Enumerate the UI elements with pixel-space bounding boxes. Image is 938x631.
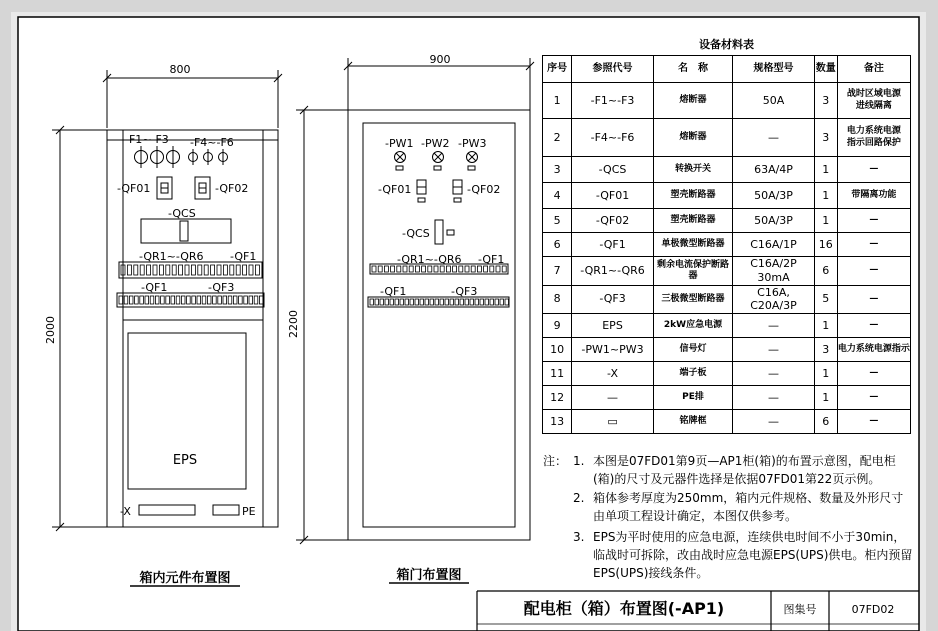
- cell-no: 10: [543, 338, 572, 362]
- cell-no: 4: [543, 183, 572, 209]
- cell-ref: EPS: [572, 314, 654, 338]
- title-block-atlas-no: 07FD02: [851, 603, 895, 616]
- cell-ref: -QF1: [572, 233, 654, 257]
- cell-qty: 3: [814, 338, 837, 362]
- cell-ref: -QR1~-QR6: [572, 257, 654, 286]
- cell-name: 转换开关: [653, 157, 732, 183]
- table-row: [543, 362, 911, 386]
- cell-spec: 50A: [733, 83, 815, 119]
- table-row: [543, 83, 911, 119]
- cell-ref: —: [572, 386, 654, 410]
- right-dim-height: 2200: [287, 310, 300, 338]
- table-row: [543, 119, 911, 157]
- cell-name: PE排: [653, 386, 732, 410]
- cell-ref: -QF02: [572, 209, 654, 233]
- cell-no: 1: [543, 83, 572, 119]
- cell-note: 战时区域电源 进线隔离: [837, 83, 910, 119]
- cell-ref: -F1~-F3: [572, 83, 654, 119]
- table-row: [543, 157, 911, 183]
- th-name: 名 称: [653, 56, 732, 83]
- label-f4-f6: -F4~-F6: [190, 136, 234, 149]
- cell-qty: 16: [814, 233, 837, 257]
- cell-qty: 3: [814, 119, 837, 157]
- cell-spec: —: [733, 410, 815, 434]
- label-pe: PE: [242, 505, 256, 518]
- cell-spec: 63A/4P: [733, 157, 815, 183]
- caption-door: 箱门布置图: [396, 568, 462, 583]
- table-row: [543, 314, 911, 338]
- cell-qty: 6: [814, 410, 837, 434]
- label-door-qf1-lower: -QF1: [380, 285, 407, 298]
- table-title: 设备材料表: [699, 38, 754, 51]
- note-1-num: 1.: [573, 454, 585, 468]
- note-3-num: 3.: [573, 530, 585, 544]
- cell-ref: -QF3: [572, 285, 654, 314]
- cell-no: 6: [543, 233, 572, 257]
- table-row: [543, 183, 911, 209]
- cell-note: —: [837, 314, 910, 338]
- cell-ref: -X: [572, 362, 654, 386]
- cell-name: 塑壳断路器: [653, 183, 732, 209]
- cell-qty: 1: [814, 362, 837, 386]
- label-qr: -QR1~-QR6: [139, 250, 204, 263]
- label-qf3: -QF3: [208, 281, 235, 294]
- cell-qty: 1: [814, 314, 837, 338]
- th-note: 备注: [837, 56, 910, 83]
- cell-spec: 50A/3P: [733, 209, 815, 233]
- cell-no: 2: [543, 119, 572, 157]
- cell-note: —: [837, 285, 910, 314]
- label-qf02: -QF02: [215, 182, 249, 195]
- label-door-qf1: -QF1: [478, 253, 505, 266]
- label-qf01: -QF01: [117, 182, 151, 195]
- cell-note: 电力系统电源指示: [837, 338, 910, 362]
- th-no: 序号: [543, 56, 572, 83]
- cell-no: 8: [543, 285, 572, 314]
- label-door-qf01: -QF01: [378, 183, 412, 196]
- cell-ref: -QF01: [572, 183, 654, 209]
- label-x: -X: [120, 505, 131, 518]
- cell-spec: —: [733, 338, 815, 362]
- cell-name: 端子板: [653, 362, 732, 386]
- cell-note: —: [837, 257, 910, 286]
- cell-name: 铭牌框: [653, 410, 732, 434]
- cell-spec: —: [733, 119, 815, 157]
- label-qf1: -QF1: [230, 250, 257, 263]
- notes-prefix: 注：: [543, 454, 568, 468]
- note-2-num: 2.: [573, 491, 585, 505]
- cell-no: 5: [543, 209, 572, 233]
- th-ref: 参照代号: [572, 56, 654, 83]
- table-row: [543, 410, 911, 434]
- cell-name: 塑壳断路器: [653, 209, 732, 233]
- cell-name: 信号灯: [653, 338, 732, 362]
- note-2-text: 箱体参考厚度为250mm，箱内元件规格、数量及外形尺寸由单项工程设计确定，本图仅供参考。: [593, 491, 904, 523]
- th-spec: 规格型号: [733, 56, 815, 83]
- note-3-text: EPS为平时使用的应急电源，连续供电时间不小于30min，临战时可拆除，改由战时应急电源EPS(UPS)供电。柜内预留EPS(UPS)接线条件。: [593, 530, 913, 580]
- cell-name: 熔断器: [653, 83, 732, 119]
- cell-qty: 1: [814, 183, 837, 209]
- cell-no: 13: [543, 410, 572, 434]
- cell-ref: ▭: [572, 410, 654, 434]
- cell-note: 电力系统电源 指示回路保护: [837, 119, 910, 157]
- label-door-qf3: -QF3: [451, 285, 478, 298]
- cell-qty: 1: [814, 386, 837, 410]
- label-qf1-lower: -QF1: [141, 281, 168, 294]
- label-qcs: -QCS: [168, 207, 196, 220]
- title-block-atlas-label: 图集号: [783, 603, 817, 616]
- cell-note: —: [837, 410, 910, 434]
- label-pw1: -PW1: [385, 137, 414, 150]
- cell-no: 7: [543, 257, 572, 286]
- label-f1-f3: -F1~-F3: [125, 133, 169, 146]
- left-dim-width: 800: [169, 63, 191, 76]
- cell-spec: C16A/2P 30mA: [733, 257, 815, 286]
- cell-no: 11: [543, 362, 572, 386]
- cell-spec: —: [733, 314, 815, 338]
- cell-spec: —: [733, 362, 815, 386]
- right-dim-width: 900: [429, 53, 451, 66]
- cell-ref: -F4~-F6: [572, 119, 654, 157]
- cell-qty: 1: [814, 157, 837, 183]
- cell-note: —: [837, 209, 910, 233]
- table-row: [543, 209, 911, 233]
- cell-no: 9: [543, 314, 572, 338]
- cell-note: —: [837, 362, 910, 386]
- title-block-title: 配电柜（箱）布置图(-AP1): [523, 599, 725, 618]
- cell-note: 带隔离功能: [837, 183, 910, 209]
- material-table: [542, 55, 911, 434]
- cell-qty: 1: [814, 209, 837, 233]
- cell-name: 单极微型断路器: [653, 233, 732, 257]
- cell-qty: 5: [814, 285, 837, 314]
- left-dim-height: 2000: [44, 316, 57, 344]
- cell-qty: 3: [814, 83, 837, 119]
- note-1-text: 本图是07FD01第9页—AP1柜(箱)的布置示意图，配电柜(箱)的尺寸及元器件选择是依据07FD01第22页示例。: [593, 454, 896, 486]
- cell-no: 3: [543, 157, 572, 183]
- table-row: [543, 285, 911, 314]
- cell-note: —: [837, 386, 910, 410]
- table-row: [543, 257, 911, 286]
- table-row: [543, 386, 911, 410]
- cell-name: 三极微型断路器: [653, 285, 732, 314]
- table-header-row: [543, 56, 911, 83]
- th-qty: 数量: [814, 56, 837, 83]
- label-door-qcs: -QCS: [402, 227, 430, 240]
- label-pw3: -PW3: [458, 137, 487, 150]
- cell-spec: —: [733, 386, 815, 410]
- label-door-qf02: -QF02: [467, 183, 501, 196]
- cell-ref: -PW1~PW3: [572, 338, 654, 362]
- cell-spec: C16A, C20A/3P: [733, 285, 815, 314]
- label-eps: EPS: [172, 453, 198, 468]
- table-row: [543, 233, 911, 257]
- cell-note: —: [837, 157, 910, 183]
- cell-qty: 6: [814, 257, 837, 286]
- cell-no: 12: [543, 386, 572, 410]
- cell-spec: 50A/3P: [733, 183, 815, 209]
- cell-note: —: [837, 233, 910, 257]
- caption-interior: 箱内元件布置图: [139, 571, 231, 586]
- cell-spec: C16A/1P: [733, 233, 815, 257]
- label-pw2: -PW2: [421, 137, 450, 150]
- cell-name: 熔断器: [653, 119, 732, 157]
- cell-name: 剩余电流保护断路器: [653, 257, 732, 286]
- table-row: [543, 338, 911, 362]
- cell-name: 2kW应急电源: [653, 314, 732, 338]
- label-door-qr: -QR1~-QR6: [397, 253, 462, 266]
- cell-ref: -QCS: [572, 157, 654, 183]
